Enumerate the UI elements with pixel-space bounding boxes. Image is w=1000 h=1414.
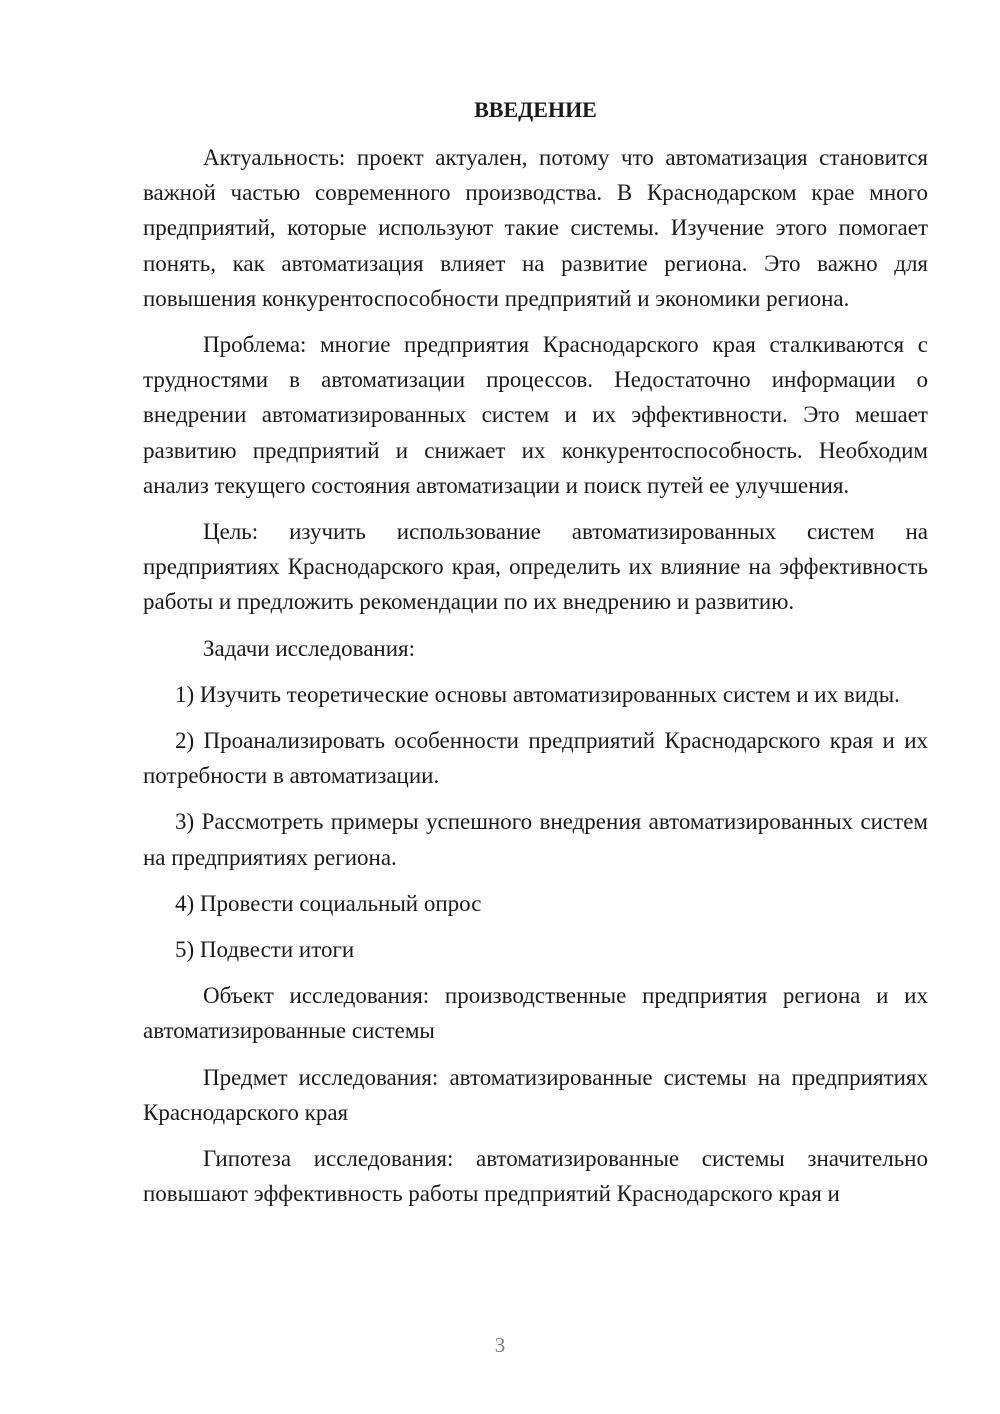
paragraph-goal: Цель: изучить использование автоматизированных систем на предприятиях Краснодарского края, определить их влияние на эффективность работы и предложить рекомендации по их внедрению и развитию. [143, 519, 928, 615]
list-item-task-5: 5) Подвести итоги [175, 937, 355, 963]
paragraph-tasks-heading: Задачи исследования: [203, 635, 416, 661]
page-number: 3 [494, 1333, 506, 1357]
paragraph-object: Объект исследования: производственные предприятия региона и их автоматизированные системы [143, 983, 928, 1044]
list-item-task-1: 1) Изучить теоретические основы автоматизированных систем и их виды. [175, 681, 900, 707]
paragraph-subject: Предмет исследования: автоматизированные системы на предприятиях Краснодарского края [143, 1064, 928, 1125]
list-item-task-4: 4) Провести социальный опрос [175, 890, 482, 916]
page-title: ВВЕДЕНИЕ [474, 97, 597, 122]
paragraph-relevance: Актуальность: проект актуален, потому что автоматизация становится важной частью современного производства. В Краснодарском крае много предприятий, которые используют такие системы. Изучение этого помогает понять, как автоматизация влияет на развитие региона. Это важно для повышения конкурентоспособности предприятий и экономики региона. [143, 145, 928, 311]
list-item-task-3: 3) Рассмотреть примеры успешного внедрения автоматизированных систем на предприятиях региона. [143, 809, 928, 870]
page-content [143, 92, 928, 1222]
paragraph-problem: Проблема: многие предприятия Краснодарского края сталкиваются с трудностями в автоматизации процессов. Недостаточно информации о внедрении автоматизированных систем и их эффективности. Это мешает развитию предприятий и снижает их конкурентоспособность. Необходим анализ текущего состояния автоматизации и поиск путей ее улучшения. [143, 332, 928, 498]
list-item-task-2: 2) Проанализировать особенности предприятий Краснодарского края и их потребности в автоматизации. [143, 728, 928, 789]
paragraph-hypothesis: Гипотеза исследования: автоматизированные системы значительно повышают эффективность работы предприятий Краснодарского края и [143, 1146, 928, 1207]
